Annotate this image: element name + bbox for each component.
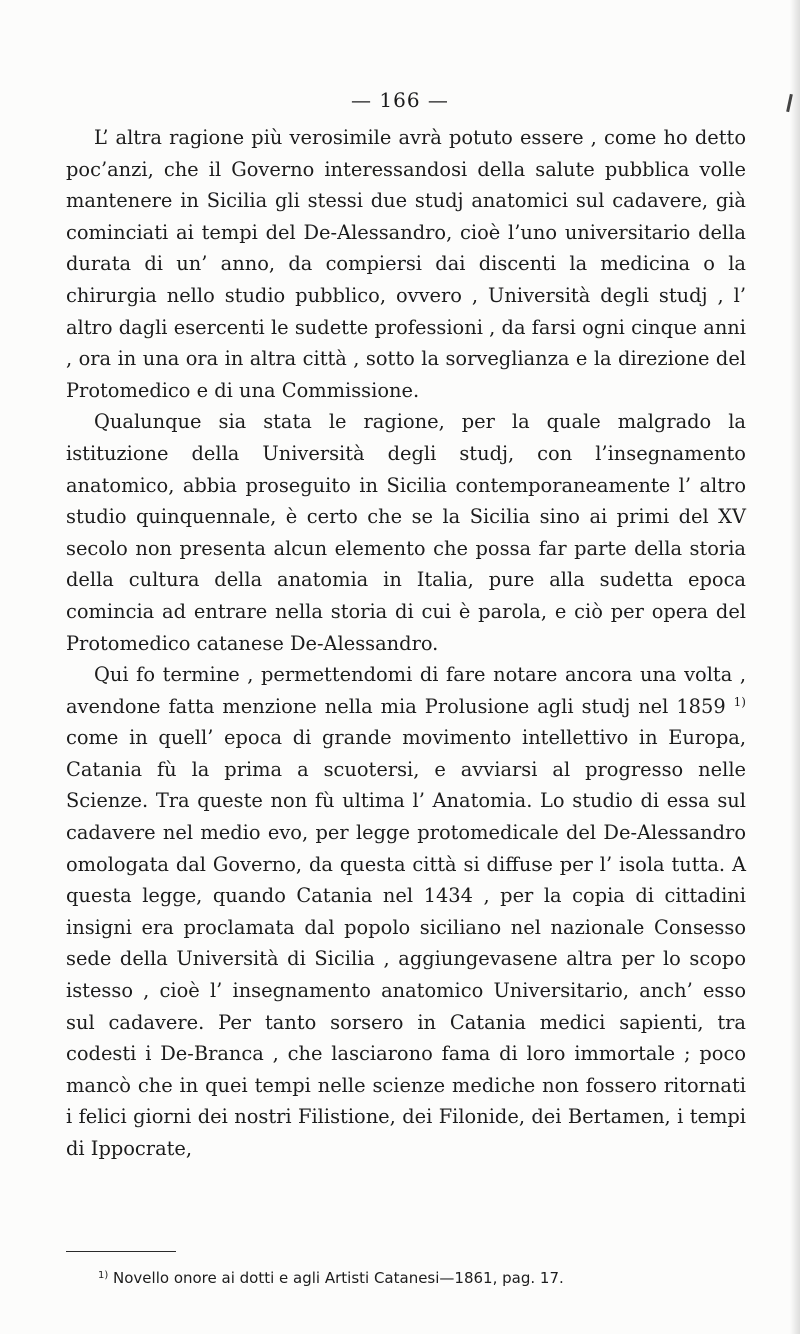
paragraph-3	[66, 659, 746, 1165]
paragraph-1: L’ altra ragione più verosimile avrà potuto essere , come ho detto poc’anzi, che il Governo interessandosi della salute pubblica volle mantenere in Sicilia gli stessi due studj anatomici sul cadavere, già cominciati ai tempi del De-Alessandro, cioè l’uno universitario della durata di un’ anno, da compiersi dai discenti la medicina o la chirurgia nello studio pubblico, ovvero , Università degli studj , l’ altro dagli esercenti le sudette professioni , da farsi ogni cinque anni , ora in una ora in altra città , sotto la sorveglianza e la direzione del Protomedico e di una Commissione.	[66, 126, 746, 402]
paragraph-3-text-a: Qui fo termine , permettendomi di fare notare ancora una volta , avendone fatta menzione nella mia Prolusione agli studj nel 1859	[66, 663, 746, 718]
body-text	[66, 122, 746, 1165]
footnote-reference[interactable]: 1)	[733, 694, 746, 709]
footnote-text: Novello onore ai dotti e agli Artisti Catanesi—1861, pag. 17.	[108, 1269, 564, 1287]
page-number: — 166 —	[351, 88, 449, 112]
page-edge-shadow	[790, 0, 800, 1334]
paragraph-3-text-b: come in quell’ epoca di grande movimento intellettivo in Europa, Catania fù la prima a scuotersi, e avviarsi al progresso nelle Scienze. Tra queste non fù ultima l’ Anatomia. Lo studio di essa sul cadavere nel medio evo, per legge protomedicale del De-Alessandro omologata dal Governo, da questa città si diffuse per l’ isola tutta. A questa legge, quando Catania nel 1434 , per la copia di cittadini insigni era proclamata dal popolo siciliano nel nazionale Consesso sede della Università di Sicilia , aggiungevasene altra per lo scopo istesso , cioè l’ insegnamento anatomico Universitario, anch’ esso sul cadavere. Per tanto sorsero in Catania medici sapienti, tra codesti i De-Branca , che lasciarono fama di loro immortale ; poco mancò che in quei tempi nelle scienze mediche non fossero ritornati i felici giorni dei nostri Filistione, dei Filonide, dei Bertamen, i tempi di Ippocrate,	[66, 726, 746, 1160]
footnote-marker: 1)	[98, 1270, 109, 1281]
footnote	[98, 1268, 748, 1288]
footnote-divider	[66, 1251, 176, 1252]
paragraph-2: Qualunque sia stata le ragione, per la quale malgrado la istituzione della Università degli studj, con l’insegnamento anatomico, abbia proseguito in Sicilia contemporaneamente l’ altro studio quinquennale, è certo che se la Sicilia sino ai primi del XV secolo non presenta alcun elemento che possa far parte della storia della cultura della anatomia in Italia, pure alla sudetta epoca comincia ad entrare nella storia di cui è parola, e ciò per opera del Protomedico catanese De-Alessandro.	[66, 410, 746, 655]
